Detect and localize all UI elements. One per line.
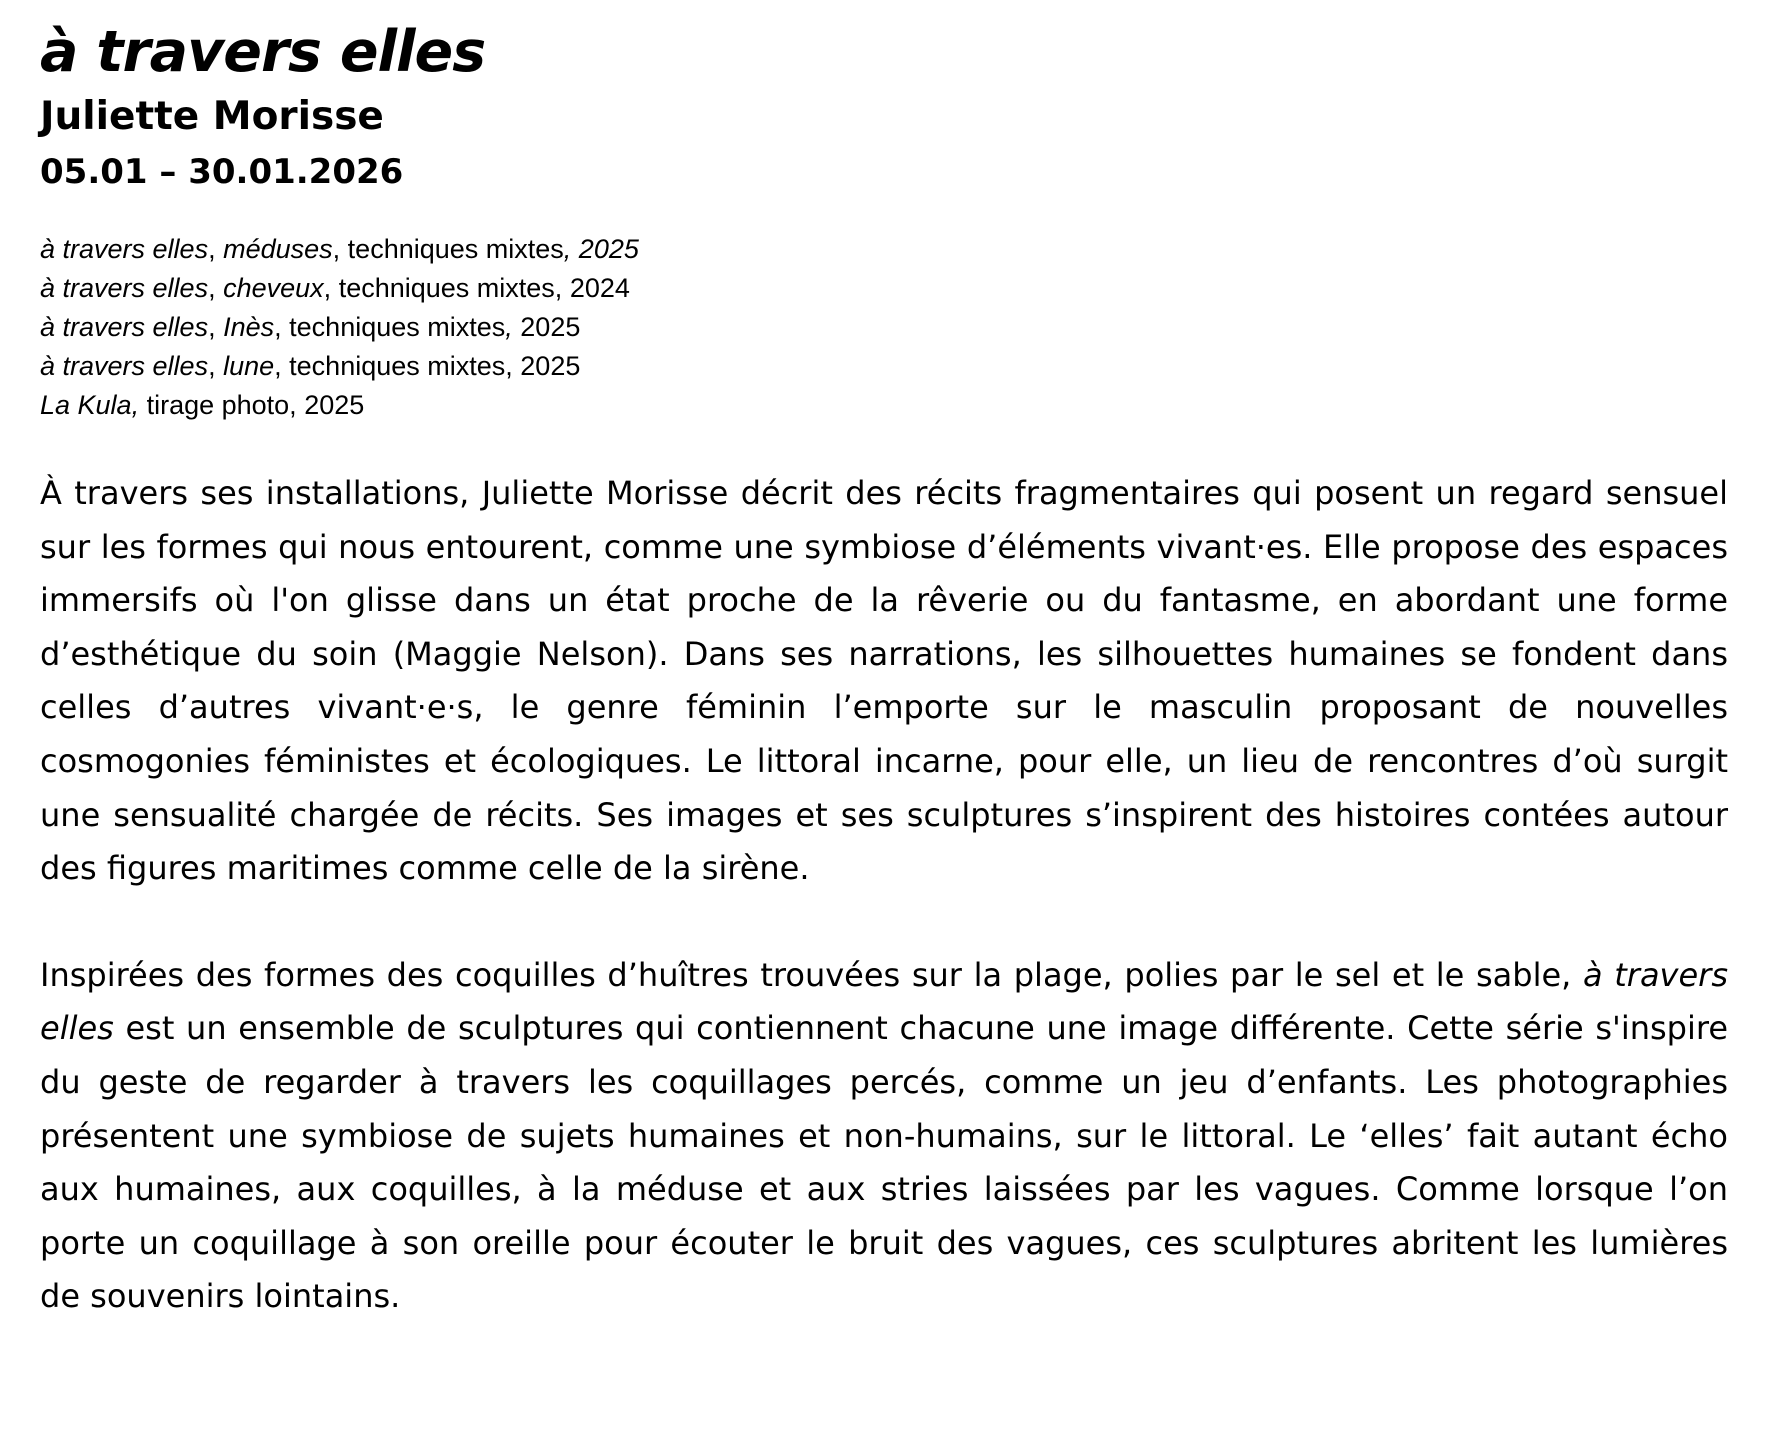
work-separator: , (505, 351, 521, 381)
paragraph-title-reference: à travers elles (40, 955, 1729, 1048)
description-paragraph (40, 949, 1728, 1324)
work-item (40, 269, 1728, 308)
work-separator: , (505, 312, 521, 342)
paragraph-text: Inspirées des formes des coquilles d’huîtres trouvées sur la plage, polies par le sel et le sable, (40, 955, 1583, 994)
work-series: à travers elles (40, 234, 209, 264)
work-item (40, 308, 1728, 347)
work-year: 2025 (520, 351, 581, 381)
work-title: lune (223, 351, 275, 381)
work-technique: techniques mixtes (347, 234, 564, 264)
artist-name: Juliette Morisse (40, 94, 384, 139)
works-list (40, 230, 1728, 425)
work-technique: techniques mixtes (338, 273, 555, 303)
exhibition-dates: 05.01 – 30.01.2026 (40, 152, 404, 192)
work-series: à travers elles (40, 273, 209, 303)
work-series: à travers elles (40, 351, 209, 381)
paragraph-text: est un ensemble de sculptures qui contiennent chacune une image différente. Cette série s'inspire du geste de regarder à travers les coquillages percés, comme un jeu d’enfants. Les photographies présentent une symbiose de sujets humaines et non-humains, sur le littoral. Le ‘elles’ fait autant écho aux humaines, aux coquilles, à la méduse et aux stries laissées par les vagues. Comme lorsque l’on porte un coquillage à son oreille pour écouter le bruit des vagues, ces sculptures abritent les lumières de souvenirs lointains. (40, 1009, 1728, 1316)
work-technique: techniques mixtes (289, 312, 506, 342)
work-separator: , (554, 273, 570, 303)
work-item (40, 347, 1728, 386)
work-item (40, 386, 1728, 425)
work-separator: , (208, 273, 224, 303)
work-title: Inès (223, 312, 275, 342)
work-item (40, 230, 1728, 269)
work-separator: , (332, 234, 348, 264)
work-separator: , (274, 312, 290, 342)
work-separator: , (208, 351, 224, 381)
work-technique: tirage photo, 2025 (139, 390, 365, 420)
work-year: 2025 (578, 234, 639, 264)
work-title: La Kula, (40, 390, 140, 420)
work-separator: , (208, 234, 224, 264)
work-separator: , (208, 312, 224, 342)
document (40, 14, 1728, 1324)
exhibition-title: à travers elles (40, 19, 486, 85)
work-title: cheveux (223, 273, 324, 303)
work-year: 2025 (520, 312, 581, 342)
work-year: 2024 (569, 273, 630, 303)
work-series: à travers elles (40, 312, 209, 342)
work-separator: , (323, 273, 339, 303)
work-technique: techniques mixtes (289, 351, 506, 381)
description-paragraph: À travers ses installations, Juliette Morisse décrit des récits fragmentaires qui posent un regard sensuel sur les formes qui nous entourent, comme une symbiose d’éléments vivant·es. Elle propose des espaces immersifs où l'on glisse dans un état proche de la rêverie ou du fantasme, en abordant une forme d’esthétique du soin (Maggie Nelson). Dans ses narrations, les silhouettes humaines se fondent dans celles d’autres vivant·e·s, le genre féminin l’emporte sur le masculin proposant de nouvelles cosmogonies féministes et écologiques. Le littoral incarne, pour elle, un lieu de rencontres d’où surgit une sensualité chargée de récits. Ses images et ses sculptures s’inspirent des histoires contées autour des figures maritimes comme celle de la sirène. (40, 474, 1728, 888)
work-separator: , (563, 234, 579, 264)
work-title: méduses (223, 234, 333, 264)
work-separator: , (274, 351, 290, 381)
